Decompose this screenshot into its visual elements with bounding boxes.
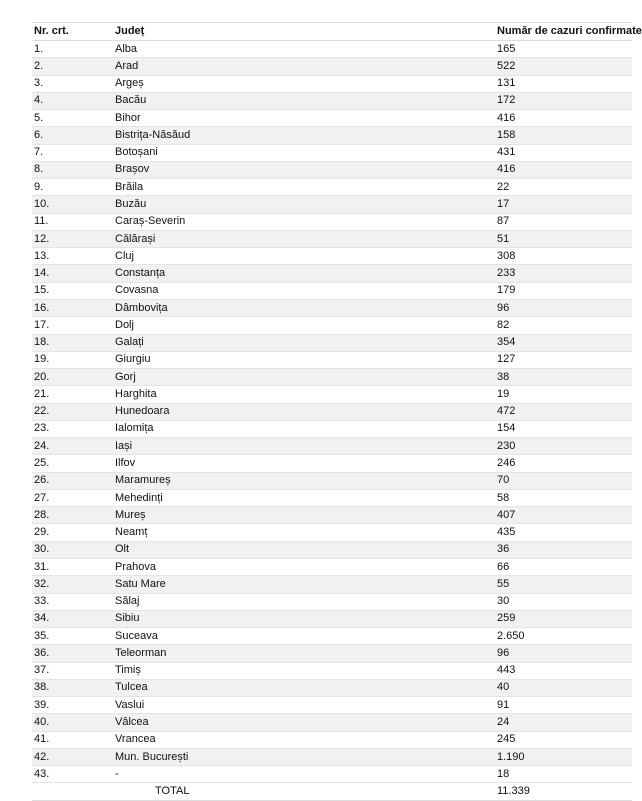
table-row xyxy=(32,472,632,489)
cell-nr: 6. xyxy=(32,127,113,144)
table-row xyxy=(32,679,632,696)
cell-cazuri: 30 xyxy=(495,593,632,610)
cell-judet: Botoșani xyxy=(113,144,495,161)
cell-judet: Mun. București xyxy=(113,748,495,765)
cell-judet: Dolj xyxy=(113,317,495,334)
cell-cazuri: 51 xyxy=(495,230,632,247)
table-row xyxy=(32,662,632,679)
cell-nr: 19. xyxy=(32,351,113,368)
cell-judet: Bacău xyxy=(113,92,495,109)
cell-cazuri: 66 xyxy=(495,558,632,575)
cell-judet: Hunedoara xyxy=(113,403,495,420)
cell-judet: Dâmbovița xyxy=(113,299,495,316)
cell-nr: 27. xyxy=(32,489,113,506)
header-cazuri: Număr de cazuri confirmate xyxy=(495,23,632,41)
table-row xyxy=(32,213,632,230)
cell-cazuri: 17 xyxy=(495,196,632,213)
cell-cazuri: 82 xyxy=(495,317,632,334)
cell-cazuri: 131 xyxy=(495,75,632,92)
total-row xyxy=(32,783,632,800)
cell-nr: 24. xyxy=(32,438,113,455)
cell-nr: 8. xyxy=(32,161,113,178)
cell-nr: 30. xyxy=(32,541,113,558)
cell-judet: Galați xyxy=(113,334,495,351)
table-row xyxy=(32,420,632,437)
cell-cazuri: 308 xyxy=(495,248,632,265)
cell-nr: 16. xyxy=(32,299,113,316)
cell-nr: 33. xyxy=(32,593,113,610)
table-row xyxy=(32,558,632,575)
cell-cazuri: 19 xyxy=(495,386,632,403)
cell-cazuri: 165 xyxy=(495,41,632,58)
cell-nr: 5. xyxy=(32,110,113,127)
cell-cazuri: 246 xyxy=(495,455,632,472)
table-row xyxy=(32,507,632,524)
cell-nr: 40. xyxy=(32,714,113,731)
cell-judet: Neamț xyxy=(113,524,495,541)
cell-cazuri: 443 xyxy=(495,662,632,679)
table-row xyxy=(32,161,632,178)
cell-nr: 31. xyxy=(32,558,113,575)
cell-nr: 37. xyxy=(32,662,113,679)
cell-cazuri: 1.190 xyxy=(495,748,632,765)
cell-nr: 38. xyxy=(32,679,113,696)
cell-cazuri: 172 xyxy=(495,92,632,109)
cell-cazuri: 38 xyxy=(495,369,632,386)
table-row xyxy=(32,299,632,316)
cell-cazuri: 96 xyxy=(495,645,632,662)
cell-judet: Timiș xyxy=(113,662,495,679)
table-row xyxy=(32,265,632,282)
table-row xyxy=(32,610,632,627)
cell-cazuri: 435 xyxy=(495,524,632,541)
table-row xyxy=(32,576,632,593)
table-row xyxy=(32,403,632,420)
cell-nr: 20. xyxy=(32,369,113,386)
cell-cazuri: 70 xyxy=(495,472,632,489)
cell-nr: 3. xyxy=(32,75,113,92)
cell-nr: 22. xyxy=(32,403,113,420)
cell-nr: 39. xyxy=(32,697,113,714)
table-row xyxy=(32,714,632,731)
cell-nr: 21. xyxy=(32,386,113,403)
cell-judet: Cluj xyxy=(113,248,495,265)
cell-judet: Maramureș xyxy=(113,472,495,489)
cell-nr: 41. xyxy=(32,731,113,748)
cases-table-container xyxy=(32,22,642,801)
cell-judet: Buzău xyxy=(113,196,495,213)
cell-judet: Argeș xyxy=(113,75,495,92)
table-row xyxy=(32,766,632,783)
cell-cazuri: 91 xyxy=(495,697,632,714)
cell-judet: Vâlcea xyxy=(113,714,495,731)
table-row xyxy=(32,317,632,334)
cell-judet: Brașov xyxy=(113,161,495,178)
header-row xyxy=(32,23,632,41)
table-row xyxy=(32,386,632,403)
cell-judet: Suceava xyxy=(113,628,495,645)
table-row xyxy=(32,230,632,247)
cell-nr: 36. xyxy=(32,645,113,662)
cell-cazuri: 55 xyxy=(495,576,632,593)
cell-nr: 7. xyxy=(32,144,113,161)
cell-cazuri: 245 xyxy=(495,731,632,748)
table-row xyxy=(32,144,632,161)
table-row xyxy=(32,731,632,748)
table-row xyxy=(32,58,632,75)
cell-cazuri: 40 xyxy=(495,679,632,696)
cell-nr: 25. xyxy=(32,455,113,472)
table-row xyxy=(32,524,632,541)
cases-by-county-table xyxy=(32,22,642,801)
table-row xyxy=(32,748,632,765)
cell-cazuri: 233 xyxy=(495,265,632,282)
cell-judet: Sălaj xyxy=(113,593,495,610)
header-judet: Județ xyxy=(113,23,495,41)
cell-cazuri: 431 xyxy=(495,144,632,161)
total-value: 11.339 xyxy=(495,783,632,800)
table-row xyxy=(32,697,632,714)
cell-nr: 28. xyxy=(32,507,113,524)
cell-nr: 12. xyxy=(32,230,113,247)
cell-judet: Satu Mare xyxy=(113,576,495,593)
cell-cazuri: 87 xyxy=(495,213,632,230)
cell-judet: Tulcea xyxy=(113,679,495,696)
cell-cazuri: 127 xyxy=(495,351,632,368)
table-row xyxy=(32,541,632,558)
cell-nr: 17. xyxy=(32,317,113,334)
cell-judet: Covasna xyxy=(113,282,495,299)
cell-nr: 18. xyxy=(32,334,113,351)
cell-cazuri: 179 xyxy=(495,282,632,299)
cell-judet: Giurgiu xyxy=(113,351,495,368)
total-empty-cell xyxy=(32,783,113,800)
cell-judet: Brăila xyxy=(113,179,495,196)
table-row xyxy=(32,282,632,299)
cell-cazuri: 36 xyxy=(495,541,632,558)
table-row xyxy=(32,438,632,455)
cell-nr: 10. xyxy=(32,196,113,213)
cell-judet: Alba xyxy=(113,41,495,58)
cell-cazuri: 416 xyxy=(495,161,632,178)
cell-judet: Mehedinți xyxy=(113,489,495,506)
header-nr: Nr. crt. xyxy=(32,23,113,41)
table-row xyxy=(32,628,632,645)
cell-judet: Ialomița xyxy=(113,420,495,437)
cell-judet: Gorj xyxy=(113,369,495,386)
cell-nr: 42. xyxy=(32,748,113,765)
cell-judet: Arad xyxy=(113,58,495,75)
cell-judet: Olt xyxy=(113,541,495,558)
cell-cazuri: 2.650 xyxy=(495,628,632,645)
cell-cazuri: 354 xyxy=(495,334,632,351)
cell-judet: - xyxy=(113,766,495,783)
table-row xyxy=(32,489,632,506)
cell-cazuri: 522 xyxy=(495,58,632,75)
cell-cazuri: 154 xyxy=(495,420,632,437)
cell-nr: 29. xyxy=(32,524,113,541)
table-row xyxy=(32,334,632,351)
table-body xyxy=(32,41,632,783)
cell-nr: 15. xyxy=(32,282,113,299)
cell-cazuri: 24 xyxy=(495,714,632,731)
cell-cazuri: 96 xyxy=(495,299,632,316)
cell-nr: 1. xyxy=(32,41,113,58)
cell-judet: Iași xyxy=(113,438,495,455)
cell-cazuri: 407 xyxy=(495,507,632,524)
cell-nr: 26. xyxy=(32,472,113,489)
cell-nr: 43. xyxy=(32,766,113,783)
table-row xyxy=(32,75,632,92)
table-row xyxy=(32,593,632,610)
cell-judet: Bistrița-Năsăud xyxy=(113,127,495,144)
cell-nr: 35. xyxy=(32,628,113,645)
cell-nr: 9. xyxy=(32,179,113,196)
table-row xyxy=(32,92,632,109)
table-row xyxy=(32,41,632,58)
cell-judet: Prahova xyxy=(113,558,495,575)
cell-judet: Bihor xyxy=(113,110,495,127)
cell-nr: 11. xyxy=(32,213,113,230)
table-row xyxy=(32,351,632,368)
table-row xyxy=(32,110,632,127)
cell-judet: Ilfov xyxy=(113,455,495,472)
cell-judet: Harghita xyxy=(113,386,495,403)
cell-cazuri: 230 xyxy=(495,438,632,455)
cell-judet: Teleorman xyxy=(113,645,495,662)
cell-judet: Mureș xyxy=(113,507,495,524)
table-row xyxy=(32,127,632,144)
cell-cazuri: 259 xyxy=(495,610,632,627)
cell-judet: Vaslui xyxy=(113,697,495,714)
cell-nr: 2. xyxy=(32,58,113,75)
cell-nr: 23. xyxy=(32,420,113,437)
cell-nr: 13. xyxy=(32,248,113,265)
cell-judet: Vrancea xyxy=(113,731,495,748)
table-row xyxy=(32,645,632,662)
table-row xyxy=(32,196,632,213)
cell-judet: Sibiu xyxy=(113,610,495,627)
cell-judet: Constanța xyxy=(113,265,495,282)
cell-cazuri: 18 xyxy=(495,766,632,783)
cell-nr: 32. xyxy=(32,576,113,593)
total-label: TOTAL xyxy=(113,783,495,800)
cell-nr: 4. xyxy=(32,92,113,109)
cell-cazuri: 22 xyxy=(495,179,632,196)
cell-nr: 34. xyxy=(32,610,113,627)
cell-cazuri: 58 xyxy=(495,489,632,506)
table-row xyxy=(32,369,632,386)
table-row xyxy=(32,179,632,196)
cell-nr: 14. xyxy=(32,265,113,282)
table-row xyxy=(32,455,632,472)
cell-cazuri: 416 xyxy=(495,110,632,127)
cell-judet: Călărași xyxy=(113,230,495,247)
table-row xyxy=(32,248,632,265)
cell-judet: Caraș-Severin xyxy=(113,213,495,230)
cell-cazuri: 158 xyxy=(495,127,632,144)
cell-cazuri: 472 xyxy=(495,403,632,420)
